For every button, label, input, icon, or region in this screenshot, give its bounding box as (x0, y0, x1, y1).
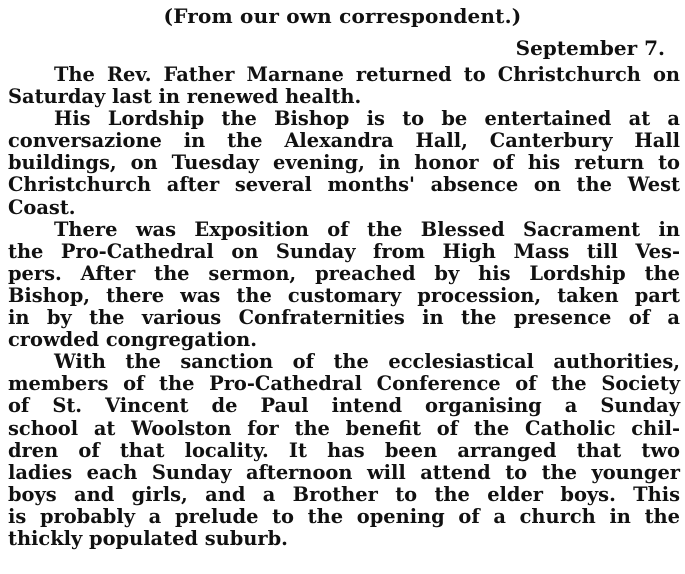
text-line: members of the Pro-Cathedral Conference of the Society (8, 372, 680, 396)
text-line: His Lordship the Bishop is to be entertained at a (54, 107, 680, 131)
text-line: is probably a prelude to the opening of a church in the (8, 504, 680, 528)
text-line: pers. After the sermon, preached by his Lordship the (8, 261, 680, 285)
text-line: Bishop, there was the customary procession, taken part (8, 283, 680, 307)
text-line: Saturday last in renewed health. (8, 85, 362, 109)
text-line: With the sanction of the ecclesiastical authorities, (54, 350, 680, 374)
correspondent-heading: (From our own correspondent.) (163, 4, 522, 28)
text-line: buildings, on Tuesday evening, in honor of his return to (8, 151, 680, 175)
text-line: conversazione in the Alexandra Hall, Canterbury Hall (8, 129, 680, 153)
paragraph-sunday-school (8, 351, 680, 550)
paragraph-bishop-conversazione (8, 108, 680, 218)
text-line: of St. Vincent de Paul intend organising a Sunday (8, 394, 680, 418)
text-line: crowded congregation. (8, 328, 258, 352)
paragraph-marnane (8, 64, 680, 108)
text-line: boys and girls, and a Brother to the elder boys. This (8, 482, 680, 506)
text-line: The Rev. Father Marnane returned to Christchurch on (54, 63, 680, 86)
text-line: the Pro-Cathedral on Sunday from High Mass till Ves- (8, 239, 680, 263)
text-line: Christchurch after several months' absence on the West (8, 173, 680, 197)
paragraph-exposition (8, 219, 680, 352)
dateline: September 7. (515, 36, 665, 60)
text-line: Coast. (8, 195, 76, 219)
text-line: ladies each Sunday afternoon will attend to the younger (8, 460, 680, 484)
text-line: thickly populated suburb. (8, 526, 288, 550)
text-line: There was Exposition of the Blessed Sacrament in (54, 217, 680, 241)
text-line: school at Woolston for the benefit of the Catholic chil- (8, 416, 680, 440)
text-line: dren of that locality. It has been arranged that two (8, 438, 680, 462)
article-body (8, 64, 680, 550)
text-line: in by the various Confraternities in the presence of a (8, 306, 680, 330)
